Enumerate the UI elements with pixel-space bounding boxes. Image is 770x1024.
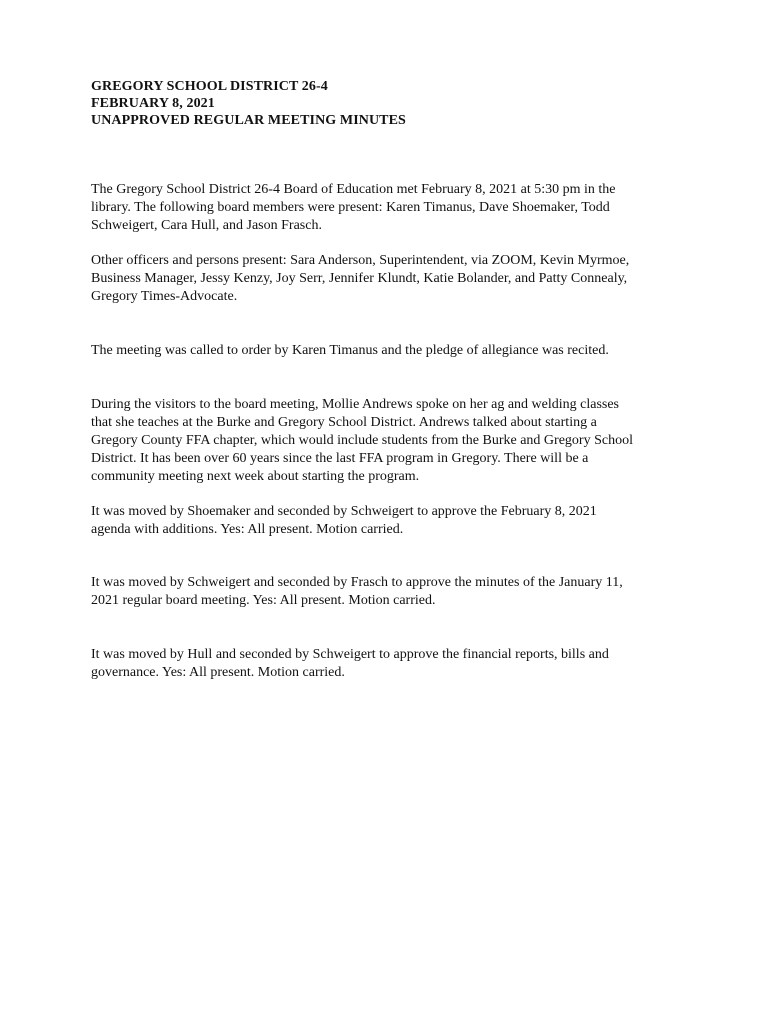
text-line: Gregory County FFA chapter, which would include students from the Burke and Gregory School — [91, 433, 633, 448]
paragraph-attendance-board — [91, 181, 691, 235]
paragraph-call-to-order — [91, 342, 691, 360]
text-line: It was moved by Shoemaker and seconded by Schweigert to approve the February 8, 2021 — [91, 504, 597, 519]
text-line: Schweigert, Cara Hull, and Jason Frasch. — [91, 218, 322, 233]
paragraph-motion-minutes — [91, 574, 691, 610]
text-line: agenda with additions. Yes: All present. Motion carried. — [91, 522, 404, 537]
paragraph-attendance-others — [91, 252, 691, 306]
text-line: The Gregory School District 26-4 Board of Education met February 8, 2021 at 5:30 pm in the — [91, 182, 616, 197]
district-title: GREGORY SCHOOL DISTRICT 26-4 — [91, 79, 328, 94]
document-title: UNAPPROVED REGULAR MEETING MINUTES — [91, 113, 406, 128]
text-line: During the visitors to the board meeting, Mollie Andrews spoke on her ag and welding classes — [91, 397, 620, 412]
text-line: District. It has been over 60 years since the last FFA program in Gregory. There will be a — [91, 451, 589, 466]
text-line: Gregory Times-Advocate. — [91, 289, 238, 304]
text-line: The meeting was called to order by Karen Timanus and the pledge of allegiance was recited. — [91, 343, 609, 358]
text-line: community meeting next week about starting the program. — [91, 469, 420, 484]
paragraph-visitors — [91, 396, 691, 486]
document-header — [91, 78, 691, 129]
text-line: 2021 regular board meeting. Yes: All present. Motion carried. — [91, 593, 436, 608]
text-line: It was moved by Schweigert and seconded by Frasch to approve the minutes of the January 11, — [91, 575, 623, 590]
paragraph-motion-financial — [91, 646, 691, 682]
text-line: governance. Yes: All present. Motion carried. — [91, 665, 345, 680]
meeting-date: FEBRUARY 8, 2021 — [91, 96, 215, 111]
text-line: Other officers and persons present: Sara Anderson, Superintendent, via ZOOM, Kevin Myrmoe, — [91, 253, 630, 268]
paragraph-motion-agenda — [91, 503, 691, 539]
text-line: Business Manager, Jessy Kenzy, Joy Serr, Jennifer Klundt, Katie Bolander, and Patty Connealy, — [91, 271, 628, 286]
text-line: library. The following board members were present: Karen Timanus, Dave Shoemaker, Todd — [91, 200, 610, 215]
text-line: It was moved by Hull and seconded by Schweigert to approve the financial reports, bills and — [91, 647, 609, 662]
text-line: that she teaches at the Burke and Gregory School District. Andrews talked about starting a — [91, 415, 597, 430]
